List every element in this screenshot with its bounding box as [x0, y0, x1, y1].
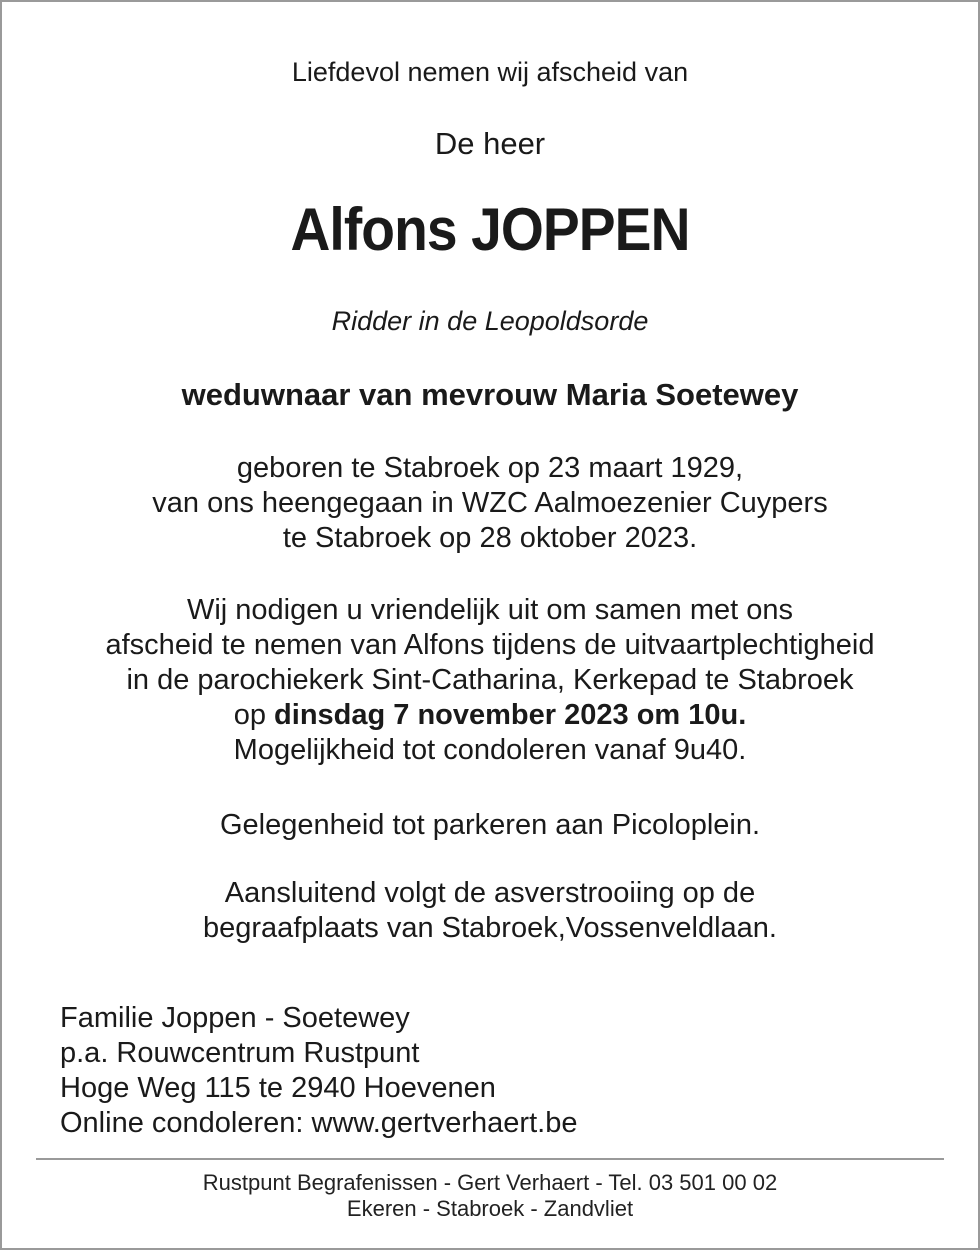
online-condolence-line: Online condoleren: www.gertverhaert.be: [60, 1107, 578, 1139]
parking-line: Gelegenheid tot parkeren aan Picoloplein.: [219, 809, 761, 841]
ceremony-date: dinsdag 7 november 2023 om 10u.: [274, 699, 747, 731]
ceremony-line-1: Wij nodigen u vriendelijk uit om samen met ons: [186, 594, 794, 626]
ceremony-date-prefix: op: [233, 699, 275, 731]
care-of-line: p.a. Rouwcentrum Rustpunt: [60, 1037, 420, 1069]
birth-death-paragraph: [0, 451, 980, 556]
address-line: Hoge Weg 115 te 2940 Hoevenen: [60, 1072, 496, 1104]
scattering-line-2: begraafplaats van Stabroek,Vossenveldlaan.: [203, 912, 777, 944]
birth-line: geboren te Stabroek op 23 maart 1929,: [236, 452, 744, 484]
ceremony-date-line: [0, 698, 980, 733]
footer-line-2: Ekeren - Stabroek - Zandvliet: [346, 1196, 634, 1221]
family-address-block: [60, 1001, 577, 1141]
ceremony-line-2: afscheid te nemen van Alfons tijdens de uitvaartplechtigheid: [105, 629, 875, 661]
footer-divider: [36, 1158, 944, 1160]
honor-title: Ridder in de Leopoldsorde: [331, 306, 649, 336]
parking-paragraph: [0, 808, 980, 843]
condolence-time-line: Mogelijkheid tot condoleren vanaf 9u40.: [233, 734, 747, 766]
scattering-paragraph: [0, 876, 980, 946]
family-name: Familie Joppen - Soetewey: [60, 1002, 410, 1034]
death-place-line: van ons heengegaan in WZC Aalmoezenier Cuypers: [152, 487, 828, 519]
intro-text: Liefdevol nemen wij afscheid van: [291, 57, 689, 87]
funeral-home-footer: [0, 1170, 980, 1222]
scattering-line-1: Aansluitend volgt de asverstrooiing op de: [224, 877, 756, 909]
deceased-name: Alfons JOPPEN: [290, 196, 690, 263]
ceremony-paragraph: [0, 593, 980, 768]
death-date-line: te Stabroek op 28 oktober 2023.: [282, 522, 698, 554]
ceremony-line-3: in de parochiekerk Sint-Catharina, Kerkepad te Stabroek: [126, 664, 854, 696]
footer-line-1: Rustpunt Begrafenissen - Gert Verhaert - Tel. 03 501 00 02: [202, 1170, 778, 1195]
widower-line: weduwnaar van mevrouw Maria Soetewey: [181, 377, 799, 412]
salutation: De heer: [434, 126, 546, 161]
